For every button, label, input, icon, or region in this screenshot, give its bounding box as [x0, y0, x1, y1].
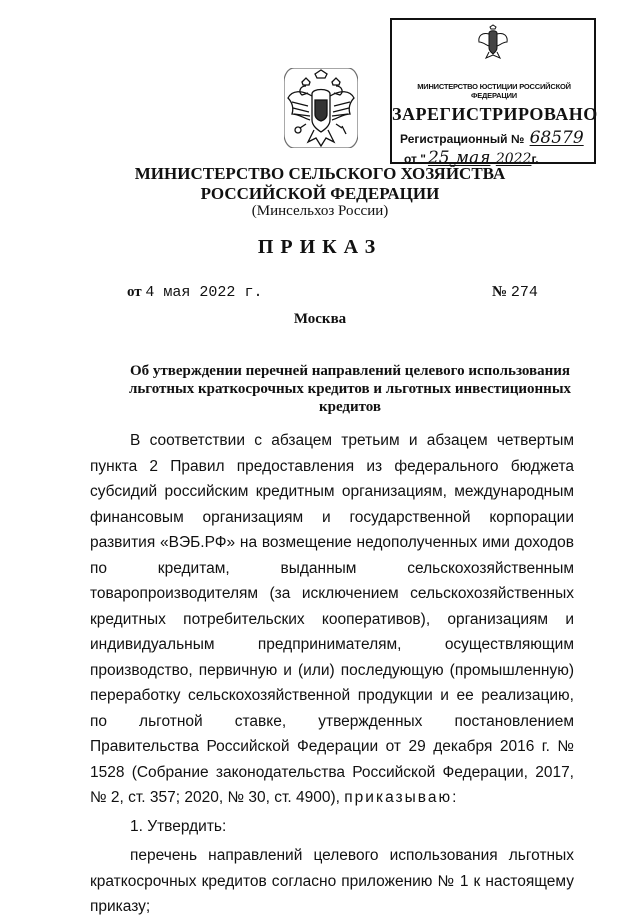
order-subject: Об утверждении перечней направлений целевого использования льготных краткосрочных кредитов и льготных инвестиционных кредитов — [128, 363, 572, 415]
order-body — [90, 428, 574, 920]
stamp-date-handwritten: 25 мая — [427, 148, 491, 168]
order-number — [492, 284, 538, 301]
body-paragraph-preamble — [90, 428, 574, 811]
order-date — [127, 284, 262, 301]
ministry-short-name: (Минсельхоз России) — [251, 203, 389, 219]
stamp-registration-number-line — [400, 128, 584, 148]
coat-of-arms-emblem — [284, 68, 358, 148]
body-item-1: 1. Утвердить: — [130, 817, 227, 835]
stamp-reg-label: Регистрационный № — [400, 132, 525, 146]
stamp-emblem-icon — [476, 24, 510, 60]
order-title: ПРИКАЗ — [257, 236, 383, 258]
order-city: Москва — [293, 311, 347, 327]
order-number-label: № — [492, 284, 508, 300]
order-date-value: 4 мая 2022 г. — [145, 284, 263, 301]
order-word: приказываю: — [344, 789, 459, 806]
order-date-label: от — [127, 284, 142, 300]
body-item-2: перечень направлений целевого использования льготных краткосрочных кредитов согласно приложению № 1 к настоящему приказу; — [90, 847, 574, 915]
stamp-date-prefix: от " — [404, 152, 426, 166]
registration-stamp — [390, 18, 598, 168]
preamble-text: В соответствии с абзацем третьим и абзацем четвертым пункта 2 Правил предоставления из федерального бюджета субсидий российским кредитным организациям, международным финансовым организациям и государственной корпорации развития «ВЭБ.РФ» на возмещение недополученных ими доходов по кредитам, выданным сельскохозяйственным товаропроизводителям (за исключением сельскохозяйственных кредитных потребительских кооперативов), организациям и индивидуальным предпринимателям, осуществляющим производство, первичную и (или) последующую (промышленную) переработку сельскохозяйственной продукции и ее реализацию, по льготной ставке, утвержденных постановлением Правительства Российской Федерации от 29 декабря 2016 г. № 1528 (Собрание законодательства Российской Федерации, 2017, № 2, ст. 357; 2020, № 30, ст. 4900), — [90, 432, 574, 806]
stamp-registered-label: ЗАРЕГИСТРИРОВАНО — [392, 104, 598, 124]
ministry-title-line2: РОССИЙСКОЙ ФЕДЕРАЦИИ — [200, 184, 440, 203]
stamp-reg-number: 68579 — [529, 128, 584, 148]
stamp-date-suffix: г. — [531, 152, 539, 166]
stamp-ministry-name: МИНИСТЕРСТВО ЮСТИЦИИ РОССИЙСКОЙ ФЕДЕРАЦИИ — [417, 82, 571, 100]
order-number-value: 274 — [510, 284, 538, 301]
ministry-title-line1: МИНИСТЕРСТВО СЕЛЬСКОГО ХОЗЯЙСТВА — [134, 164, 506, 183]
ministry-title — [0, 164, 640, 204]
stamp-year-handwritten: 2022 — [495, 151, 532, 167]
